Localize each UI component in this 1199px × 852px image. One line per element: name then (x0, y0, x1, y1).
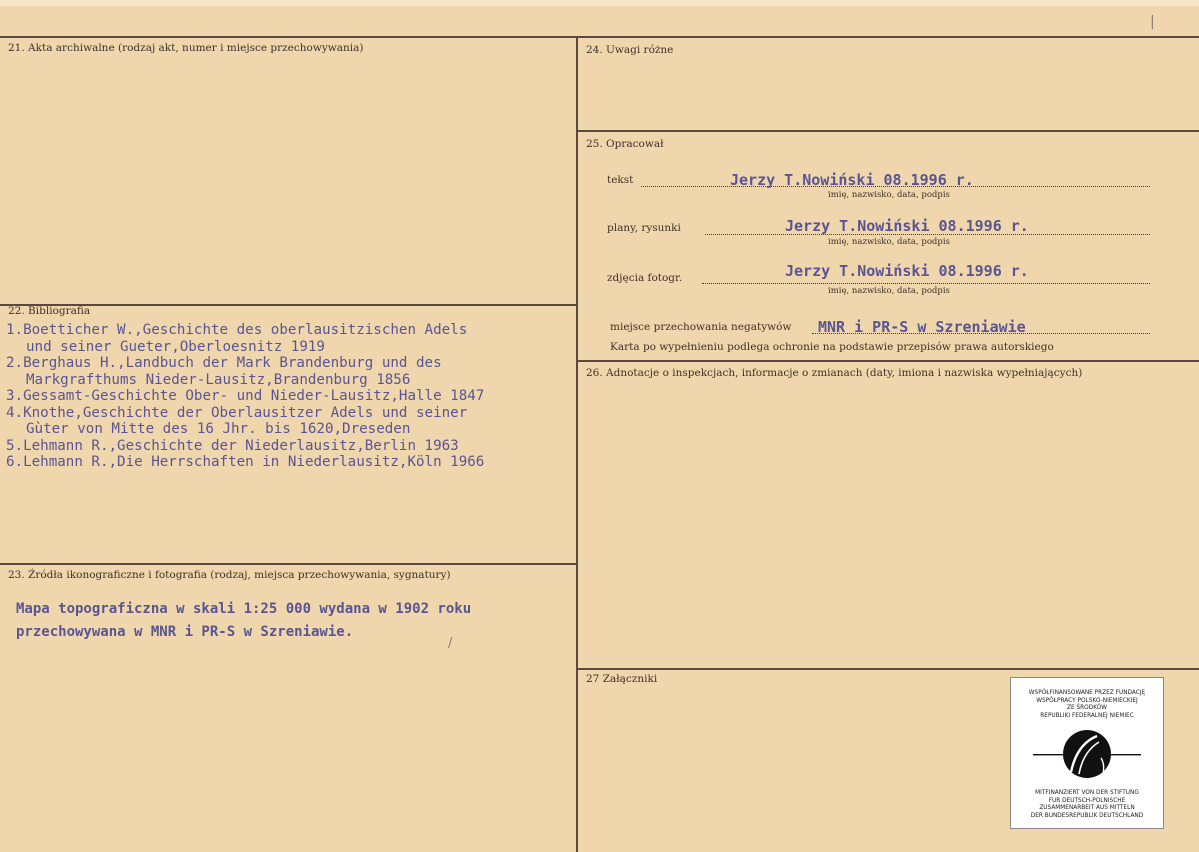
negatywy-label: miejsce przechowania negatywów (610, 321, 792, 333)
negatywy-value: MNR i PR-S w Szreniawie (818, 318, 1026, 336)
plany-signature: Jerzy T.Nowiński 08.1996 r. (785, 217, 1029, 235)
tekst-signature: Jerzy T.Nowiński 08.1996 r. (730, 171, 974, 189)
stamp-top-line: ZE ŚRODKÓW (1067, 705, 1107, 712)
bibliography-line: 1.Boetticher W.,Geschichte des oberlausitzischen Adels (6, 322, 468, 338)
iconography-text (16, 598, 471, 644)
rule-25-26 (577, 360, 1199, 362)
zdjecia-label: zdjęcia fotogr. (607, 272, 683, 284)
tekst-label: tekst (607, 174, 634, 186)
pencil-mark: / (448, 636, 453, 651)
zdjecia-caption: imię, nazwisko, data, podpis (828, 286, 950, 296)
section-26-label: 26. Adnotacje o inspekcjach, informacje o zmianach (daty, imiona i nazwiska wypełniających) (586, 367, 1083, 379)
stamp-top-line: WSPÓŁPRACY POLSKO-NIEMIECKIEJ (1036, 697, 1138, 704)
top-rule (0, 36, 1199, 38)
stamp-bottom-line: DER BUNDESREPUBLIK DEUTSCHLAND (1030, 812, 1144, 819)
foundation-stamp (1010, 677, 1164, 829)
stamp-bottom-line: MITFINANZIERT VON DER STIFTUNG (1035, 790, 1139, 796)
paper-top-edge (0, 0, 1199, 6)
stamp-top-line: WSPÓŁFINANSOWANE PRZEZ FUNDACJĘ (1028, 690, 1146, 696)
bibliography-list (6, 322, 484, 471)
karta-note: Karta po wypełnieniu podlega ochronie na podstawie przepisów prawa autorskiego (610, 341, 1054, 353)
iconography-line: przechowywana w MNR i PR-S w Szreniawie. (16, 624, 354, 640)
stamp-top-line: REPUBLIKI FEDERALNEJ NIEMIEC (1040, 712, 1134, 719)
bibliography-line: und seiner Gueter,Oberloesnitz 1919 (26, 338, 325, 355)
center-divider (576, 36, 578, 852)
bibliography-line: 2.Berghaus H.,Landbuch der Mark Brandenburg und des (6, 355, 442, 371)
stamp-bottom-line: ZUSAMMENARBEIT AUS MITTELN (1039, 805, 1135, 812)
bibliography-line: 3.Gessamt-Geschichte Ober- und Nieder-Lausitz,Halle 1847 (6, 388, 485, 404)
section-22-label: 22. Bibliografia (8, 305, 91, 317)
rule-24-25 (577, 130, 1199, 132)
section-25-label: 25. Opracował (586, 138, 664, 150)
iconography-line: Mapa topograficzna w skali 1:25 000 wydana w 1902 roku (16, 601, 472, 617)
rule-22-23 (0, 563, 577, 565)
pencil-mark-top: | (1150, 14, 1155, 30)
bibliography-line: Markgrafthums Nieder-Lausitz,Brandenburg 1856 (26, 371, 411, 388)
tekst-caption: imię, nazwisko, data, podpis (828, 190, 950, 200)
foundation-logo-icon (1011, 722, 1163, 792)
section-23-label: 23. Źródła ikonograficzne i fotografia (rodzaj, miejsca przechowywania, sygnatury) (8, 569, 451, 581)
section-27-label: 27 Załączniki (586, 673, 658, 685)
section-24-label: 24. Uwagi różne (586, 44, 674, 56)
bibliography-line: Gùter von Mitte des 16 Jhr. bis 1620,Dreseden (26, 421, 411, 437)
bibliography-line: 5.Lehmann R.,Geschichte der Niederlausitz,Berlin 1963 (6, 437, 459, 454)
stamp-bottom-line: FUR DEUTSCH-POLNISCHE (1048, 797, 1126, 804)
section-21-label: 21. Akta archiwalne (rodzaj akt, numer i miejsce przechowywania) (8, 42, 364, 54)
rule-26-27 (577, 668, 1199, 670)
zdjecia-dotted-line (702, 283, 1150, 284)
bibliography-line: 4.Knothe,Geschichte der Oberlausitzer Adels und seiner (6, 404, 468, 421)
plany-label: plany, rysunki (607, 222, 681, 234)
bibliography-line: 6.Lehmann R.,Die Herrschaften in Niederlausitz,Köln 1966 (6, 454, 485, 470)
zdjecia-signature: Jerzy T.Nowiński 08.1996 r. (785, 262, 1029, 280)
plany-caption: imię, nazwisko, data, podpis (828, 237, 950, 247)
